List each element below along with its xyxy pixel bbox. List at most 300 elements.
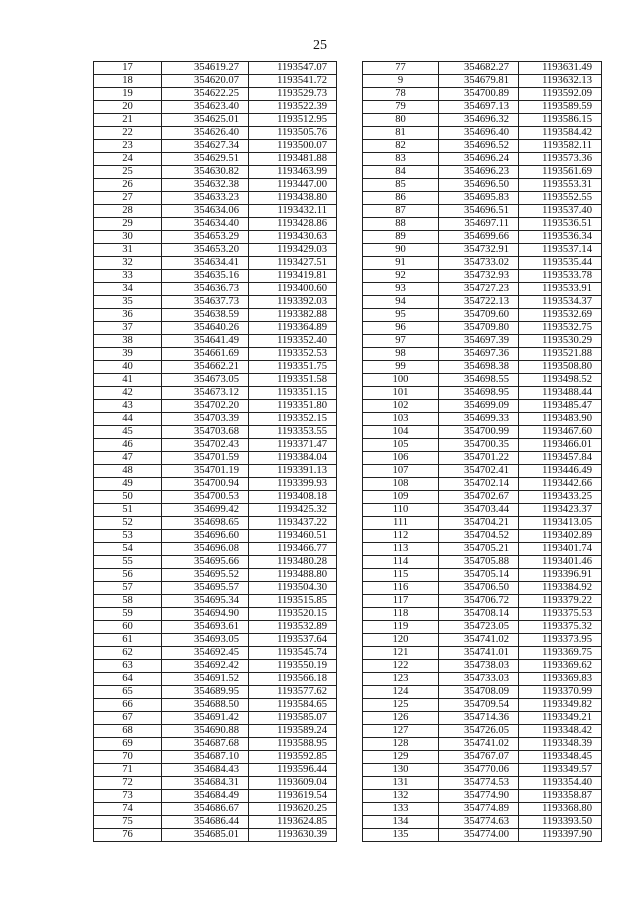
- point-number-cell: 62: [94, 647, 162, 660]
- point-number-cell: 42: [94, 387, 162, 400]
- point-number-cell: 19: [94, 88, 162, 101]
- point-number-cell: 66: [94, 699, 162, 712]
- x-coordinate-cell: 354702.43: [162, 439, 249, 452]
- x-coordinate-cell: 354774.63: [439, 816, 519, 829]
- point-number-cell: 29: [94, 218, 162, 231]
- y-coordinate-cell: 1193588.95: [249, 738, 337, 751]
- point-number-cell: 45: [94, 426, 162, 439]
- x-coordinate-cell: 354696.32: [439, 114, 519, 127]
- x-coordinate-cell: 354687.10: [162, 751, 249, 764]
- point-number-cell: 99: [363, 361, 439, 374]
- table-row: [363, 270, 602, 283]
- point-number-cell: 57: [94, 582, 162, 595]
- point-number-cell: 63: [94, 660, 162, 673]
- point-number-cell: 124: [363, 686, 439, 699]
- x-coordinate-cell: 354695.57: [162, 582, 249, 595]
- x-coordinate-cell: 354634.06: [162, 205, 249, 218]
- x-coordinate-cell: 354703.44: [439, 504, 519, 517]
- point-number-cell: 116: [363, 582, 439, 595]
- table-row: [94, 140, 337, 153]
- table-row: [94, 335, 337, 348]
- y-coordinate-cell: 1193351.80: [249, 400, 337, 413]
- y-coordinate-cell: 1193589.24: [249, 725, 337, 738]
- x-coordinate-cell: 354696.60: [162, 530, 249, 543]
- point-number-cell: 31: [94, 244, 162, 257]
- x-coordinate-cell: 354700.89: [439, 88, 519, 101]
- table-row: [94, 491, 337, 504]
- point-number-cell: 51: [94, 504, 162, 517]
- point-number-cell: 21: [94, 114, 162, 127]
- y-coordinate-cell: 1193460.51: [249, 530, 337, 543]
- point-number-cell: 90: [363, 244, 439, 257]
- x-coordinate-cell: 354693.05: [162, 634, 249, 647]
- y-coordinate-cell: 1193584.65: [249, 699, 337, 712]
- x-coordinate-cell: 354701.19: [162, 465, 249, 478]
- x-coordinate-cell: 354732.91: [439, 244, 519, 257]
- x-coordinate-cell: 354706.50: [439, 582, 519, 595]
- point-number-cell: 34: [94, 283, 162, 296]
- x-coordinate-cell: 354629.51: [162, 153, 249, 166]
- table-row: [94, 660, 337, 673]
- table-row: [94, 218, 337, 231]
- table-row: [94, 244, 337, 257]
- table-row: [363, 829, 602, 842]
- y-coordinate-cell: 1193534.37: [519, 296, 602, 309]
- point-number-cell: 127: [363, 725, 439, 738]
- point-number-cell: 94: [363, 296, 439, 309]
- table-row: [363, 790, 602, 803]
- point-number-cell: 104: [363, 426, 439, 439]
- point-number-cell: 79: [363, 101, 439, 114]
- x-coordinate-cell: 354635.16: [162, 270, 249, 283]
- y-coordinate-cell: 1193504.30: [249, 582, 337, 595]
- y-coordinate-cell: 1193535.44: [519, 257, 602, 270]
- table-row: [94, 634, 337, 647]
- y-coordinate-cell: 1193353.55: [249, 426, 337, 439]
- point-number-cell: 112: [363, 530, 439, 543]
- point-number-cell: 83: [363, 153, 439, 166]
- x-coordinate-cell: 354691.42: [162, 712, 249, 725]
- y-coordinate-cell: 1193391.13: [249, 465, 337, 478]
- table-row: [363, 62, 602, 75]
- point-number-cell: 72: [94, 777, 162, 790]
- y-coordinate-cell: 1193419.81: [249, 270, 337, 283]
- y-coordinate-cell: 1193480.28: [249, 556, 337, 569]
- point-number-cell: 86: [363, 192, 439, 205]
- point-number-cell: 17: [94, 62, 162, 75]
- table-row: [94, 686, 337, 699]
- x-coordinate-cell: 354634.41: [162, 257, 249, 270]
- y-coordinate-cell: 1193536.34: [519, 231, 602, 244]
- table-row: [94, 582, 337, 595]
- y-coordinate-cell: 1193488.44: [519, 387, 602, 400]
- table-row: [363, 582, 602, 595]
- x-coordinate-cell: 354738.03: [439, 660, 519, 673]
- x-coordinate-cell: 354653.29: [162, 231, 249, 244]
- table-row: [363, 244, 602, 257]
- point-number-cell: 89: [363, 231, 439, 244]
- y-coordinate-cell: 1193358.87: [519, 790, 602, 803]
- point-number-cell: 54: [94, 543, 162, 556]
- table-row: [363, 348, 602, 361]
- table-row: [363, 816, 602, 829]
- x-coordinate-cell: 354698.55: [439, 374, 519, 387]
- y-coordinate-cell: 1193423.37: [519, 504, 602, 517]
- point-number-cell: 105: [363, 439, 439, 452]
- y-coordinate-cell: 1193401.46: [519, 556, 602, 569]
- point-number-cell: 115: [363, 569, 439, 582]
- table-row: [363, 257, 602, 270]
- point-number-cell: 93: [363, 283, 439, 296]
- x-coordinate-cell: 354714.36: [439, 712, 519, 725]
- y-coordinate-cell: 1193429.03: [249, 244, 337, 257]
- y-coordinate-cell: 1193433.25: [519, 491, 602, 504]
- y-coordinate-cell: 1193384.92: [519, 582, 602, 595]
- table-row: [363, 218, 602, 231]
- x-coordinate-cell: 354702.67: [439, 491, 519, 504]
- point-number-cell: 76: [94, 829, 162, 842]
- table-row: [363, 127, 602, 140]
- point-number-cell: 53: [94, 530, 162, 543]
- point-number-cell: 135: [363, 829, 439, 842]
- x-coordinate-cell: 354695.66: [162, 556, 249, 569]
- x-coordinate-cell: 354696.08: [162, 543, 249, 556]
- table-row: [363, 530, 602, 543]
- point-number-cell: 65: [94, 686, 162, 699]
- table-row: [94, 400, 337, 413]
- point-number-cell: 48: [94, 465, 162, 478]
- point-number-cell: 110: [363, 504, 439, 517]
- x-coordinate-cell: 354689.95: [162, 686, 249, 699]
- x-coordinate-cell: 354690.88: [162, 725, 249, 738]
- y-coordinate-cell: 1193467.60: [519, 426, 602, 439]
- y-coordinate-cell: 1193485.47: [519, 400, 602, 413]
- point-number-cell: 87: [363, 205, 439, 218]
- x-coordinate-cell: 354626.40: [162, 127, 249, 140]
- table-row: [363, 751, 602, 764]
- y-coordinate-cell: 1193466.77: [249, 543, 337, 556]
- point-number-cell: 49: [94, 478, 162, 491]
- point-number-cell: 27: [94, 192, 162, 205]
- point-number-cell: 114: [363, 556, 439, 569]
- point-number-cell: 67: [94, 712, 162, 725]
- y-coordinate-cell: 1193545.74: [249, 647, 337, 660]
- table-row: [363, 595, 602, 608]
- table-row: [94, 517, 337, 530]
- table-row: [94, 829, 337, 842]
- table-row: [94, 296, 337, 309]
- x-coordinate-cell: 354709.80: [439, 322, 519, 335]
- point-number-cell: 18: [94, 75, 162, 88]
- y-coordinate-cell: 1193609.04: [249, 777, 337, 790]
- table-row: [363, 179, 602, 192]
- point-number-cell: 129: [363, 751, 439, 764]
- y-coordinate-cell: 1193442.66: [519, 478, 602, 491]
- table-row: [94, 803, 337, 816]
- x-coordinate-cell: 354623.40: [162, 101, 249, 114]
- y-coordinate-cell: 1193373.95: [519, 634, 602, 647]
- point-number-cell: 59: [94, 608, 162, 621]
- page-number: 25: [313, 38, 327, 53]
- table-row: [363, 673, 602, 686]
- x-coordinate-cell: 354692.42: [162, 660, 249, 673]
- y-coordinate-cell: 1193413.05: [519, 517, 602, 530]
- point-number-cell: 70: [94, 751, 162, 764]
- x-coordinate-cell: 354684.43: [162, 764, 249, 777]
- table-row: [363, 283, 602, 296]
- point-number-cell: 92: [363, 270, 439, 283]
- y-coordinate-cell: 1193348.45: [519, 751, 602, 764]
- x-coordinate-cell: 354673.12: [162, 387, 249, 400]
- y-coordinate-cell: 1193427.51: [249, 257, 337, 270]
- point-number-cell: 125: [363, 699, 439, 712]
- x-coordinate-cell: 354619.27: [162, 62, 249, 75]
- x-coordinate-cell: 354627.34: [162, 140, 249, 153]
- x-coordinate-cell: 354701.59: [162, 452, 249, 465]
- coordinates-table-right: [362, 61, 602, 842]
- table-row: [363, 400, 602, 413]
- y-coordinate-cell: 1193537.14: [519, 244, 602, 257]
- y-coordinate-cell: 1193430.63: [249, 231, 337, 244]
- table-row: [363, 75, 602, 88]
- x-coordinate-cell: 354741.02: [439, 634, 519, 647]
- table-row: [363, 192, 602, 205]
- x-coordinate-cell: 354698.65: [162, 517, 249, 530]
- x-coordinate-cell: 354774.89: [439, 803, 519, 816]
- x-coordinate-cell: 354684.49: [162, 790, 249, 803]
- x-coordinate-cell: 354698.95: [439, 387, 519, 400]
- x-coordinate-cell: 354638.59: [162, 309, 249, 322]
- table-row: [363, 426, 602, 439]
- point-number-cell: 30: [94, 231, 162, 244]
- x-coordinate-cell: 354726.05: [439, 725, 519, 738]
- table-row: [363, 296, 602, 309]
- x-coordinate-cell: 354705.88: [439, 556, 519, 569]
- table-row: [363, 543, 602, 556]
- table-row: [94, 725, 337, 738]
- table-row: [363, 114, 602, 127]
- point-number-cell: 9: [363, 75, 439, 88]
- table-row: [94, 322, 337, 335]
- y-coordinate-cell: 1193457.84: [519, 452, 602, 465]
- point-number-cell: 109: [363, 491, 439, 504]
- y-coordinate-cell: 1193351.58: [249, 374, 337, 387]
- x-coordinate-cell: 354741.01: [439, 647, 519, 660]
- x-coordinate-cell: 354700.94: [162, 478, 249, 491]
- y-coordinate-cell: 1193585.07: [249, 712, 337, 725]
- point-number-cell: 50: [94, 491, 162, 504]
- coordinates-table-left: [93, 61, 337, 842]
- point-number-cell: 77: [363, 62, 439, 75]
- x-coordinate-cell: 354695.34: [162, 595, 249, 608]
- point-number-cell: 122: [363, 660, 439, 673]
- y-coordinate-cell: 1193438.80: [249, 192, 337, 205]
- table-row: [94, 179, 337, 192]
- table-row: [94, 764, 337, 777]
- x-coordinate-cell: 354684.31: [162, 777, 249, 790]
- table-row: [363, 699, 602, 712]
- x-coordinate-cell: 354686.67: [162, 803, 249, 816]
- x-coordinate-cell: 354699.66: [439, 231, 519, 244]
- table-row: [94, 361, 337, 374]
- y-coordinate-cell: 1193481.88: [249, 153, 337, 166]
- x-coordinate-cell: 354696.50: [439, 179, 519, 192]
- table-row: [94, 88, 337, 101]
- point-number-cell: 43: [94, 400, 162, 413]
- table-row: [363, 335, 602, 348]
- point-number-cell: 81: [363, 127, 439, 140]
- table-row: [94, 777, 337, 790]
- x-coordinate-cell: 354695.83: [439, 192, 519, 205]
- point-number-cell: 133: [363, 803, 439, 816]
- x-coordinate-cell: 354637.73: [162, 296, 249, 309]
- y-coordinate-cell: 1193382.88: [249, 309, 337, 322]
- x-coordinate-cell: 354640.26: [162, 322, 249, 335]
- y-coordinate-cell: 1193392.03: [249, 296, 337, 309]
- point-number-cell: 39: [94, 348, 162, 361]
- table-row: [94, 257, 337, 270]
- y-coordinate-cell: 1193379.22: [519, 595, 602, 608]
- x-coordinate-cell: 354697.36: [439, 348, 519, 361]
- x-coordinate-cell: 354695.52: [162, 569, 249, 582]
- point-number-cell: 24: [94, 153, 162, 166]
- table-row: [94, 712, 337, 725]
- y-coordinate-cell: 1193348.39: [519, 738, 602, 751]
- x-coordinate-cell: 354727.23: [439, 283, 519, 296]
- x-coordinate-cell: 354767.07: [439, 751, 519, 764]
- table-row: [363, 478, 602, 491]
- table-row: [363, 621, 602, 634]
- point-number-cell: 25: [94, 166, 162, 179]
- x-coordinate-cell: 354702.20: [162, 400, 249, 413]
- y-coordinate-cell: 1193561.69: [519, 166, 602, 179]
- x-coordinate-cell: 354633.23: [162, 192, 249, 205]
- x-coordinate-cell: 354673.05: [162, 374, 249, 387]
- table-row: [94, 608, 337, 621]
- y-coordinate-cell: 1193592.09: [519, 88, 602, 101]
- y-coordinate-cell: 1193530.29: [519, 335, 602, 348]
- point-number-cell: 103: [363, 413, 439, 426]
- y-coordinate-cell: 1193536.51: [519, 218, 602, 231]
- table-row: [94, 738, 337, 751]
- y-coordinate-cell: 1193369.83: [519, 673, 602, 686]
- table-row: [94, 205, 337, 218]
- y-coordinate-cell: 1193533.91: [519, 283, 602, 296]
- y-coordinate-cell: 1193541.72: [249, 75, 337, 88]
- point-number-cell: 73: [94, 790, 162, 803]
- y-coordinate-cell: 1193630.39: [249, 829, 337, 842]
- point-number-cell: 84: [363, 166, 439, 179]
- x-coordinate-cell: 354705.21: [439, 543, 519, 556]
- point-number-cell: 23: [94, 140, 162, 153]
- y-coordinate-cell: 1193348.42: [519, 725, 602, 738]
- table-row: [94, 75, 337, 88]
- y-coordinate-cell: 1193498.52: [519, 374, 602, 387]
- y-coordinate-cell: 1193384.04: [249, 452, 337, 465]
- point-number-cell: 111: [363, 517, 439, 530]
- point-number-cell: 75: [94, 816, 162, 829]
- x-coordinate-cell: 354694.90: [162, 608, 249, 621]
- x-coordinate-cell: 354774.00: [439, 829, 519, 842]
- y-coordinate-cell: 1193402.89: [519, 530, 602, 543]
- table-row: [363, 686, 602, 699]
- x-coordinate-cell: 354699.42: [162, 504, 249, 517]
- point-number-cell: 97: [363, 335, 439, 348]
- y-coordinate-cell: 1193446.49: [519, 465, 602, 478]
- x-coordinate-cell: 354706.72: [439, 595, 519, 608]
- table-row: [363, 491, 602, 504]
- table-row: [363, 647, 602, 660]
- table-row: [363, 738, 602, 751]
- point-number-cell: 37: [94, 322, 162, 335]
- point-number-cell: 101: [363, 387, 439, 400]
- y-coordinate-cell: 1193573.36: [519, 153, 602, 166]
- point-number-cell: 33: [94, 270, 162, 283]
- table-row: [363, 777, 602, 790]
- y-coordinate-cell: 1193488.80: [249, 569, 337, 582]
- point-number-cell: 102: [363, 400, 439, 413]
- y-coordinate-cell: 1193537.64: [249, 634, 337, 647]
- point-number-cell: 26: [94, 179, 162, 192]
- table-row: [94, 153, 337, 166]
- point-number-cell: 56: [94, 569, 162, 582]
- y-coordinate-cell: 1193532.75: [519, 322, 602, 335]
- point-number-cell: 40: [94, 361, 162, 374]
- point-number-cell: 95: [363, 309, 439, 322]
- table-row: [94, 387, 337, 400]
- point-number-cell: 20: [94, 101, 162, 114]
- x-coordinate-cell: 354732.93: [439, 270, 519, 283]
- table-row: [363, 374, 602, 387]
- table-row: [94, 62, 337, 75]
- point-number-cell: 100: [363, 374, 439, 387]
- y-coordinate-cell: 1193375.53: [519, 608, 602, 621]
- y-coordinate-cell: 1193589.59: [519, 101, 602, 114]
- x-coordinate-cell: 354722.13: [439, 296, 519, 309]
- x-coordinate-cell: 354686.44: [162, 816, 249, 829]
- x-coordinate-cell: 354733.02: [439, 257, 519, 270]
- y-coordinate-cell: 1193349.21: [519, 712, 602, 725]
- y-coordinate-cell: 1193505.76: [249, 127, 337, 140]
- y-coordinate-cell: 1193566.18: [249, 673, 337, 686]
- table-row: [94, 439, 337, 452]
- table-row: [363, 712, 602, 725]
- point-number-cell: 35: [94, 296, 162, 309]
- point-number-cell: 22: [94, 127, 162, 140]
- table-row: [94, 504, 337, 517]
- table-row: [94, 595, 337, 608]
- table-row: [94, 231, 337, 244]
- x-coordinate-cell: 354700.35: [439, 439, 519, 452]
- x-coordinate-cell: 354634.40: [162, 218, 249, 231]
- x-coordinate-cell: 354636.73: [162, 283, 249, 296]
- x-coordinate-cell: 354661.69: [162, 348, 249, 361]
- table-row: [94, 751, 337, 764]
- table-body: [94, 62, 337, 842]
- y-coordinate-cell: 1193508.80: [519, 361, 602, 374]
- table-row: [94, 452, 337, 465]
- point-number-cell: 69: [94, 738, 162, 751]
- y-coordinate-cell: 1193364.89: [249, 322, 337, 335]
- x-coordinate-cell: 354774.90: [439, 790, 519, 803]
- table-row: [94, 478, 337, 491]
- table-row: [94, 647, 337, 660]
- x-coordinate-cell: 354685.01: [162, 829, 249, 842]
- table-row: [363, 452, 602, 465]
- point-number-cell: 85: [363, 179, 439, 192]
- y-coordinate-cell: 1193349.57: [519, 764, 602, 777]
- table-body: [363, 62, 602, 842]
